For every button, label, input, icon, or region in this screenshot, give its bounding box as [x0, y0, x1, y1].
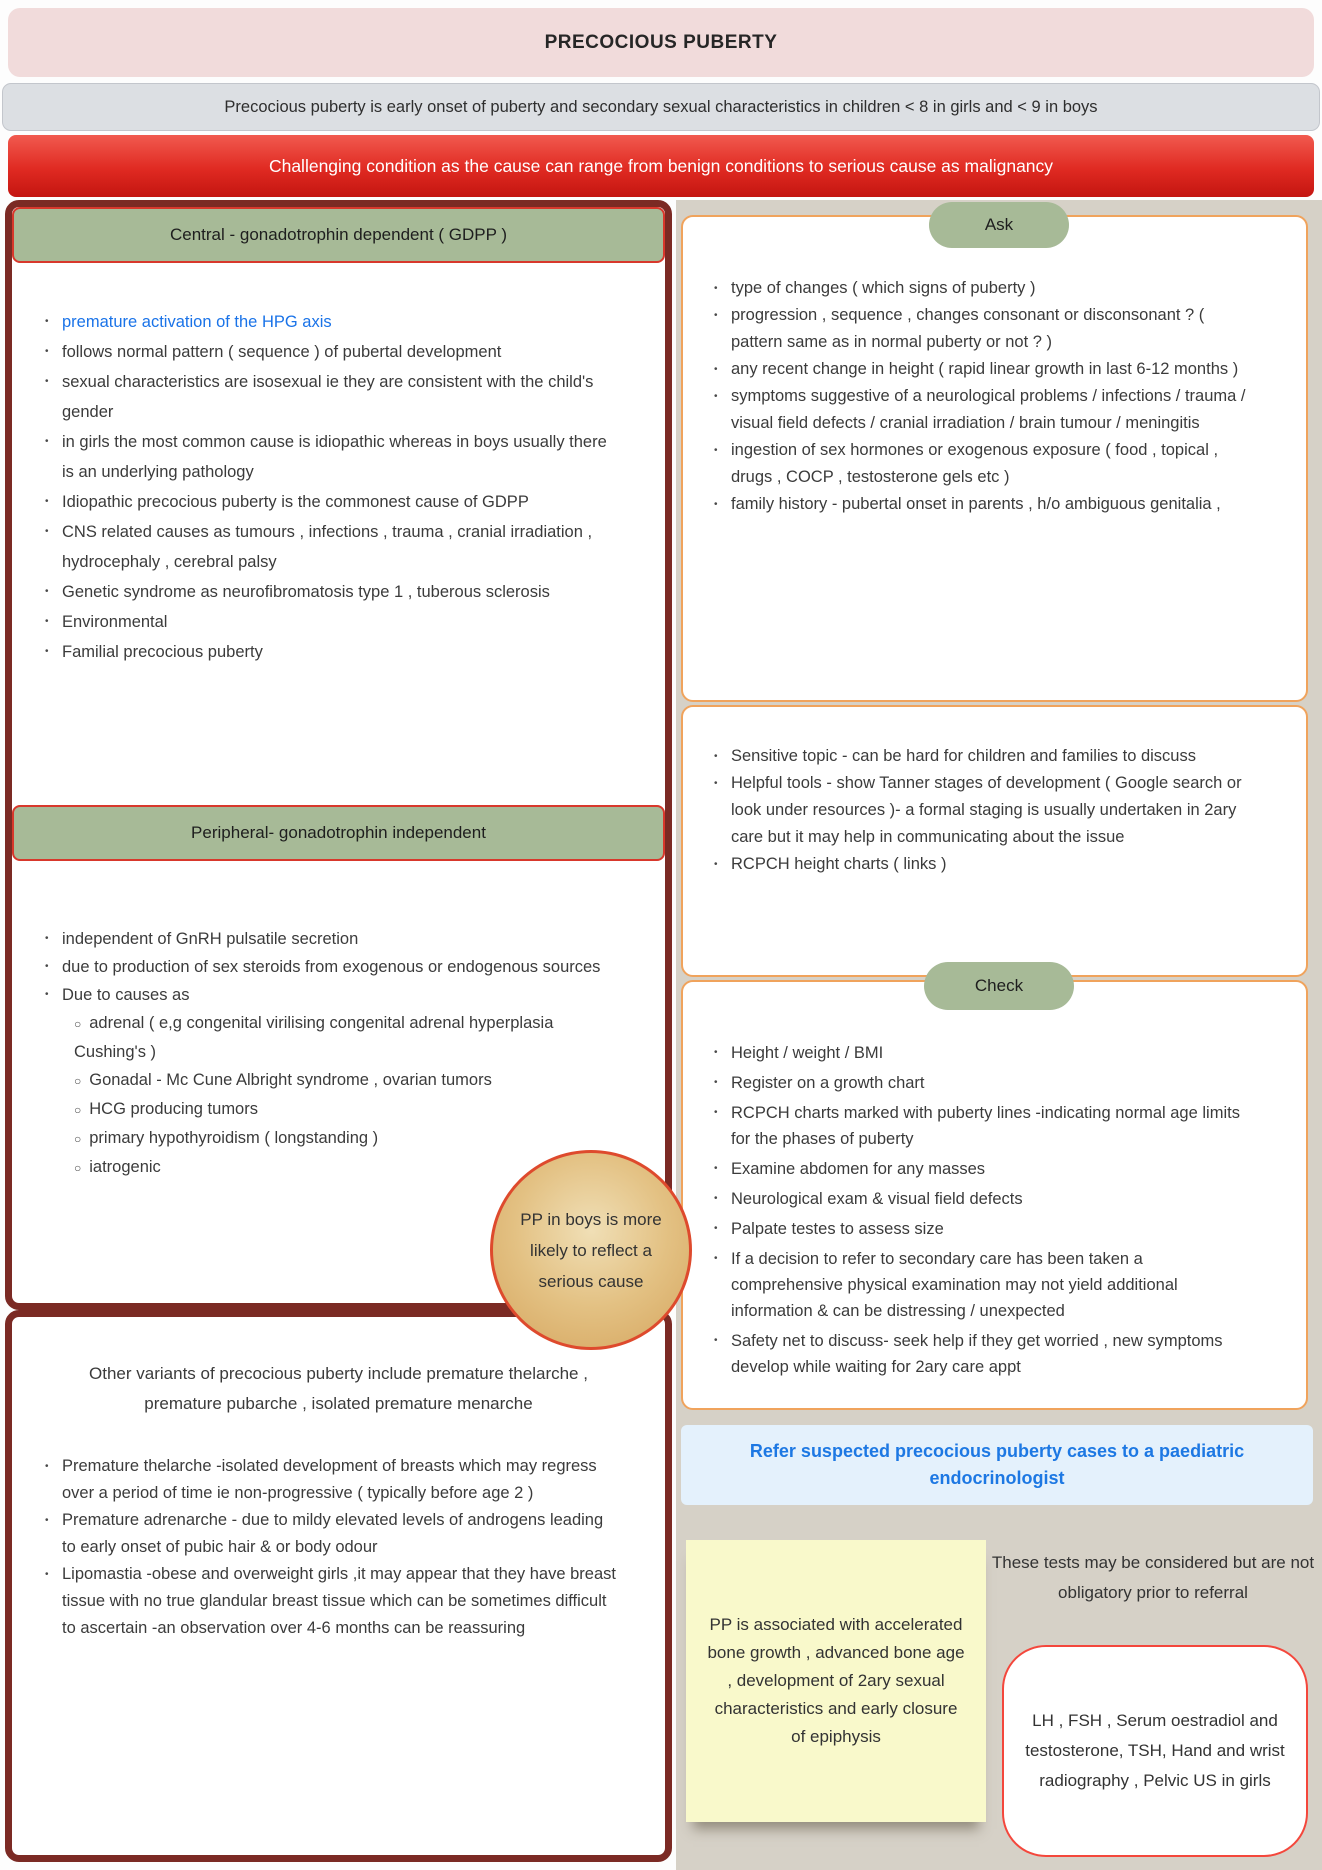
bullet-item [74, 1124, 615, 1153]
bullet-item [709, 1100, 1258, 1152]
bullet-text: iatrogenic [89, 1158, 161, 1176]
bullet-item [709, 1070, 1258, 1096]
bullet-item [709, 1156, 1258, 1182]
bullet-marker: • [714, 499, 718, 510]
ask-bullet-list [709, 275, 1258, 518]
bone-growth-note-text: PP is associated with accelerated bone growth , advanced bone age , development of 2ary sexual characteristics and early closure of epiphysis [707, 1615, 965, 1746]
bullet-item [709, 1186, 1258, 1212]
check-bullet-list [709, 1040, 1258, 1380]
bullet-text: Premature thelarche -isolated development of breasts which may regress over a period of time ie non-progressive ( typically before age 2 ) [62, 1457, 597, 1502]
variants-intro: Other variants of precocious puberty include premature thelarche , premature pubarche , isolated premature menarche [89, 1364, 588, 1413]
bullet-item [709, 851, 1258, 878]
bullet-text: Safety net to discuss- seek help if they get worried , new symptoms develop while waiting for 2ary care appt [731, 1332, 1223, 1376]
bullet-marker: • [45, 346, 49, 357]
bullet-item [74, 1009, 615, 1066]
bullet-text: CNS related causes as tumours , infections , trauma , cranial irradiation , hydrocephaly , cerebral palsy [62, 523, 593, 571]
bullet-text: any recent change in height ( rapid linear growth in last 6-12 months ) [731, 360, 1239, 378]
bullet-item [40, 307, 610, 337]
bullet-item [74, 1095, 615, 1124]
bullet-item [709, 437, 1258, 491]
bullet-item [709, 302, 1258, 356]
tests-list-box [1002, 1645, 1308, 1857]
central-section-header [12, 207, 665, 263]
bone-growth-sticky-note [686, 1540, 986, 1822]
tests-list-text: LH , FSH , Serum oestradiol and testosterone, TSH, Hand and wrist radiography , Pelvic US in girls [1025, 1711, 1285, 1790]
bullet-marker: • [714, 445, 718, 456]
bullet-marker: • [714, 1223, 718, 1234]
referral-note-text: Refer suspected precocious puberty cases to a paediatric endocrinologist [749, 1441, 1245, 1488]
bullet-marker: • [714, 778, 718, 789]
warning-banner [8, 135, 1314, 197]
bullet-text: Genetic syndrome as neurofibromatosis type 1 , tuberous sclerosis [62, 583, 550, 601]
bullet-marker: • [45, 586, 49, 597]
bullet-text: Environmental [62, 613, 168, 631]
bullet-item [709, 743, 1258, 770]
bullet-marker: • [714, 391, 718, 402]
central-header-label: Central - gonadotrophin dependent ( GDPP ) [169, 225, 508, 244]
bullet-text: Familial precocious puberty [62, 643, 263, 661]
bullet-text: family history - pubertal onset in parents , h/o ambiguous genitalia , [731, 495, 1221, 513]
bullet-text: HCG producing tumors [89, 1100, 258, 1118]
bullet-item [40, 981, 615, 1009]
bullet-marker: • [45, 989, 49, 1000]
bullet-text: Register on a growth chart [731, 1074, 925, 1092]
bullet-text: symptoms suggestive of a neurological problems / infections / trauma / visual field defects / cranial irradiation / brain tumour / meningitis [731, 387, 1246, 432]
bullet-marker: • [714, 1193, 718, 1204]
bullet-marker: • [714, 1335, 718, 1346]
bullet-item [709, 275, 1258, 302]
bullet-text: adrenal ( e,g congenital virilising congenital adrenal hyperplasia Cushing's ) [74, 1014, 554, 1061]
bullet-text: Premature adrenarche - due to mildy elevated levels of androgens leading to early onset of pubic hair & or body odour [62, 1511, 604, 1556]
bullet-item [40, 367, 610, 427]
bullet-text: premature activation of the HPG axis [62, 313, 332, 331]
variants-panel [5, 1310, 672, 1862]
bullet-marker: • [45, 376, 49, 387]
variants-bullet-list [12, 1453, 665, 1642]
causes-panel [5, 200, 672, 1310]
bullet-marker: • [714, 1253, 718, 1264]
bullet-text: follows normal pattern ( sequence ) of pubertal development [62, 343, 502, 361]
bullet-item [40, 1561, 621, 1642]
bullet-item [709, 770, 1258, 851]
page-title-bar [8, 8, 1314, 77]
bullet-text: Palpate testes to assess size [731, 1220, 944, 1238]
bullet-item [40, 337, 610, 367]
bullet-text: RCPCH height charts ( links ) [731, 855, 947, 873]
bullet-item [40, 1507, 621, 1561]
bullet-text: Examine abdomen for any masses [731, 1160, 986, 1178]
ask-pill [929, 202, 1069, 248]
bullet-marker: • [45, 496, 49, 507]
bullet-marker: • [45, 616, 49, 627]
bullet-marker: • [714, 310, 718, 321]
bullet-marker: • [45, 526, 49, 537]
warning-text: Challenging condition as the cause can range from benign conditions to serious cause as malignancy [268, 155, 1054, 176]
peripheral-section-header [12, 805, 665, 861]
bullet-text: If a decision to refer to secondary care has been taken a comprehensive physical examination may not yield additional information & can be distressing / unexpected [731, 1250, 1178, 1320]
bullet-item [40, 577, 610, 607]
bullet-marker: • [714, 364, 718, 375]
bullet-text: type of changes ( which signs of puberty ) [731, 279, 1036, 297]
central-bullet-list [40, 307, 610, 667]
bullet-marker: ○ [74, 1017, 82, 1031]
bullet-item [40, 487, 610, 517]
bullet-text: ingestion of sex hormones or exogenous exposure ( food , topical , drugs , COCP , testosterone gels etc ) [731, 441, 1219, 486]
bullet-marker: ○ [74, 1132, 82, 1146]
bullet-marker: • [714, 283, 718, 294]
assessment-panel [676, 200, 1322, 1870]
bullet-text: Helpful tools - show Tanner stages of development ( Google search or look under resources )- a formal staging is usually undertaken in 2ary care but it may help in communicating about the issue [731, 774, 1242, 846]
ask-tips-box [681, 705, 1308, 977]
bullet-item [40, 637, 610, 667]
bullet-item [709, 1328, 1258, 1380]
bullet-marker: • [714, 1047, 718, 1058]
bullet-item [709, 1246, 1258, 1324]
bullet-marker: • [714, 1077, 718, 1088]
bullet-item [709, 383, 1258, 437]
ask-questions-box [681, 215, 1308, 702]
ask-tips-list [709, 743, 1258, 878]
bullet-text: due to production of sex steroids from exogenous or endogenous sources [62, 958, 601, 976]
check-pill [924, 962, 1074, 1010]
bullet-marker: • [45, 1461, 49, 1472]
bullet-text: RCPCH charts marked with puberty lines -indicating normal age limits for the phases of puberty [731, 1104, 1240, 1148]
bullet-marker: ○ [74, 1161, 82, 1175]
bullet-text: Gonadal - Mc Cune Albright syndrome , ovarian tumors [89, 1071, 492, 1089]
definition-text: Precocious puberty is early onset of puberty and secondary sexual characteristics in children < 8 in girls and < 9 in boys [224, 97, 1098, 116]
bullet-item [40, 925, 615, 953]
bullet-item [709, 356, 1258, 383]
bullet-text: Neurological exam & visual field defects [731, 1190, 1023, 1208]
boys-serious-cause-callout [490, 1150, 692, 1350]
bullet-item [40, 427, 610, 487]
bullet-marker: • [714, 859, 718, 870]
bullet-marker: ○ [74, 1103, 82, 1117]
bullet-marker: • [45, 933, 49, 944]
bullet-text: independent of GnRH pulsatile secretion [62, 930, 359, 948]
check-exam-box [681, 980, 1308, 1410]
peripheral-bullet-list [40, 925, 615, 1009]
bullet-item [40, 517, 610, 577]
bullet-item [709, 491, 1258, 518]
bullet-item [40, 607, 610, 637]
boys-serious-cause-text: PP in boys is more likely to reflect a serious cause [520, 1209, 662, 1291]
page-title: PRECOCIOUS PUBERTY [544, 31, 778, 53]
bullet-text: Height / weight / BMI [731, 1044, 884, 1062]
bullet-marker: • [45, 961, 49, 972]
bullet-marker: • [45, 646, 49, 657]
bullet-marker: • [45, 1515, 49, 1526]
bullet-item [40, 1453, 621, 1507]
bullet-marker: • [714, 1107, 718, 1118]
referral-note [681, 1425, 1313, 1505]
check-pill-label: Check [974, 976, 1024, 995]
bullet-marker: ○ [74, 1074, 82, 1088]
tests-optional-note: These tests may be considered but are not obligatory prior to referral [991, 1553, 1315, 1602]
peripheral-causes-sublist [40, 1009, 615, 1182]
ask-pill-label: Ask [984, 215, 1014, 234]
peripheral-header-label: Peripheral- gonadotrophin independent [191, 823, 486, 842]
bullet-marker: • [45, 316, 49, 327]
bullet-marker: • [45, 436, 49, 447]
bullet-text: Sensitive topic - can be hard for children and families to discuss [731, 747, 1196, 765]
central-section-content [12, 263, 665, 667]
bullet-text: sexual characteristics are isosexual ie they are consistent with the child's gender [62, 373, 594, 421]
bullet-text: Lipomastia -obese and overweight girls ,it may appear that they have breast tissue with no true glandular breast tissue which can be sometimes difficult to ascertain -an observation over 4-6 months can be reassuring [62, 1565, 616, 1637]
bullet-text: Idiopathic precocious puberty is the commonest cause of GDPP [62, 493, 529, 511]
definition-bar [2, 83, 1320, 131]
bullet-text: Due to causes as [62, 986, 190, 1004]
bullet-marker: • [45, 1569, 49, 1580]
bullet-text: progression , sequence , changes consonant or disconsonant ? ( pattern same as in normal puberty or not ? ) [731, 306, 1205, 351]
bullet-text: in girls the most common cause is idiopathic whereas in boys usually there is an underlying pathology [62, 433, 607, 481]
bullet-text: primary hypothyroidism ( longstanding ) [89, 1129, 379, 1147]
bullet-marker: • [714, 1163, 718, 1174]
bullet-item [709, 1040, 1258, 1066]
bullet-item [40, 953, 615, 981]
bullet-marker: • [714, 751, 718, 762]
bullet-item [74, 1066, 615, 1095]
bullet-item [709, 1216, 1258, 1242]
